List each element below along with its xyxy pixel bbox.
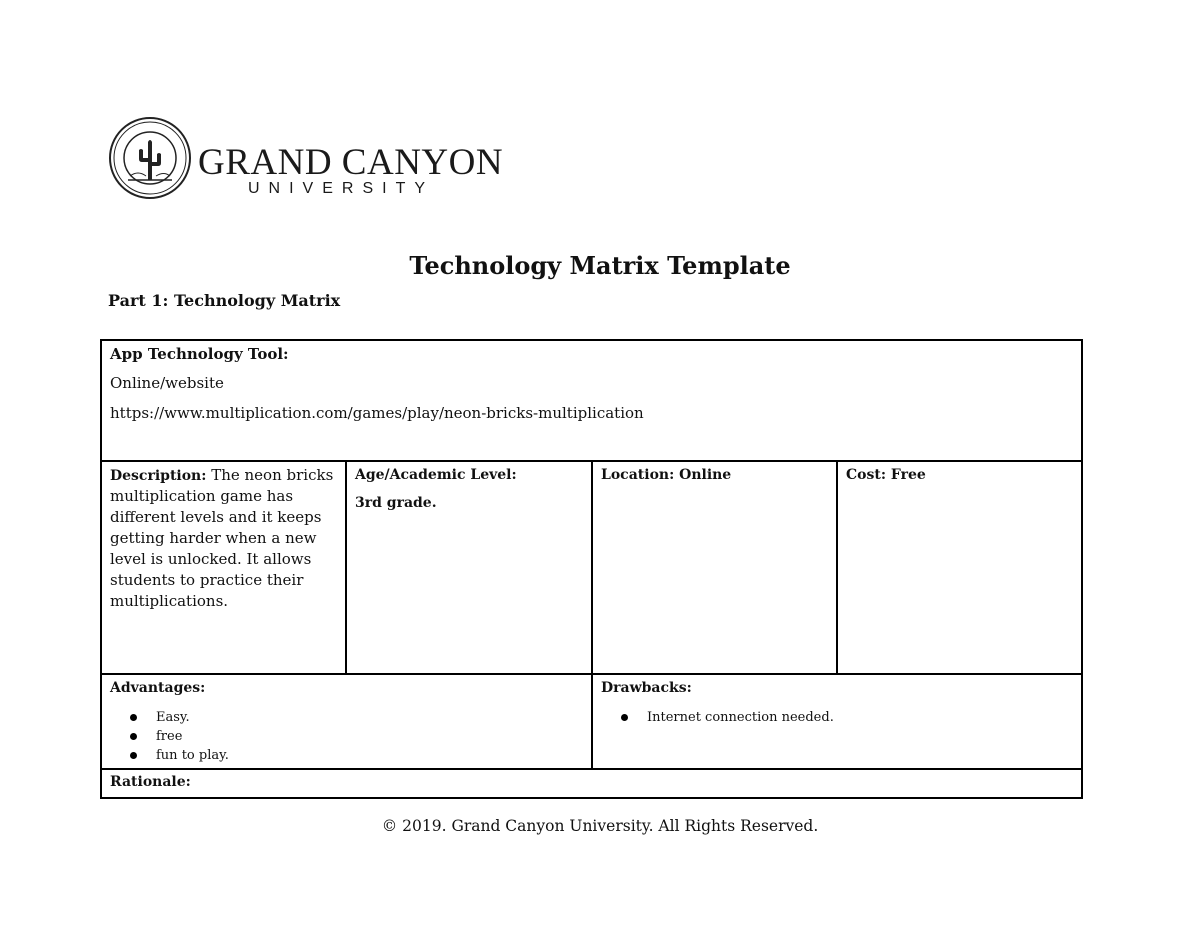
description-cell — [102, 462, 345, 673]
university-seal-icon — [108, 116, 192, 200]
description-content — [110, 465, 337, 612]
rationale-cell — [102, 770, 1081, 797]
description-text: The neon bricks multiplication game has different levels and it keeps getting harder when a new level is unlocked. It allows students to practice their multiplications. — [110, 466, 334, 610]
advantages-list — [110, 708, 583, 765]
app-tool-cell — [102, 341, 1081, 460]
age-level-cell — [347, 462, 591, 673]
app-tool-label: App Technology Tool: — [110, 345, 289, 363]
list-item: fun to play. — [128, 746, 583, 765]
table-border-bottom — [100, 797, 1083, 799]
document-title: Technology Matrix Template — [409, 251, 791, 280]
drawbacks-label: Drawbacks: — [601, 680, 692, 696]
technology-matrix-table — [100, 339, 1083, 799]
drawbacks-list — [601, 708, 1073, 727]
cost-cell — [838, 462, 1081, 673]
location-label: Location: Online — [601, 467, 732, 483]
age-level-label: Age/Academic Level: — [355, 467, 517, 483]
cost-label: Cost: Free — [846, 467, 926, 483]
copyright-footer: © 2019. Grand Canyon University. All Rights Reserved. — [381, 817, 819, 835]
list-item: free — [128, 727, 583, 746]
description-label: Description: — [110, 468, 207, 484]
location-cell — [593, 462, 836, 673]
app-tool-url: https://www.multiplication.com/games/play/neon-bricks-multiplication — [110, 404, 644, 422]
university-logo — [108, 116, 504, 202]
part-title: Part 1: Technology Matrix — [108, 291, 341, 310]
list-item: Internet connection needed. — [619, 708, 1073, 727]
logo-subtitle: UNIVERSITY — [248, 180, 435, 197]
app-tool-type: Online/website — [110, 374, 224, 392]
advantages-label: Advantages: — [110, 680, 206, 696]
list-item: Easy. — [128, 708, 583, 727]
rationale-label: Rationale: — [110, 774, 191, 790]
table-border-right — [1081, 339, 1083, 799]
logo-wordmark: GRAND CANYON — [198, 142, 504, 183]
drawbacks-cell — [593, 675, 1081, 768]
age-level-value: 3rd grade. — [355, 495, 437, 511]
advantages-cell — [102, 675, 591, 768]
